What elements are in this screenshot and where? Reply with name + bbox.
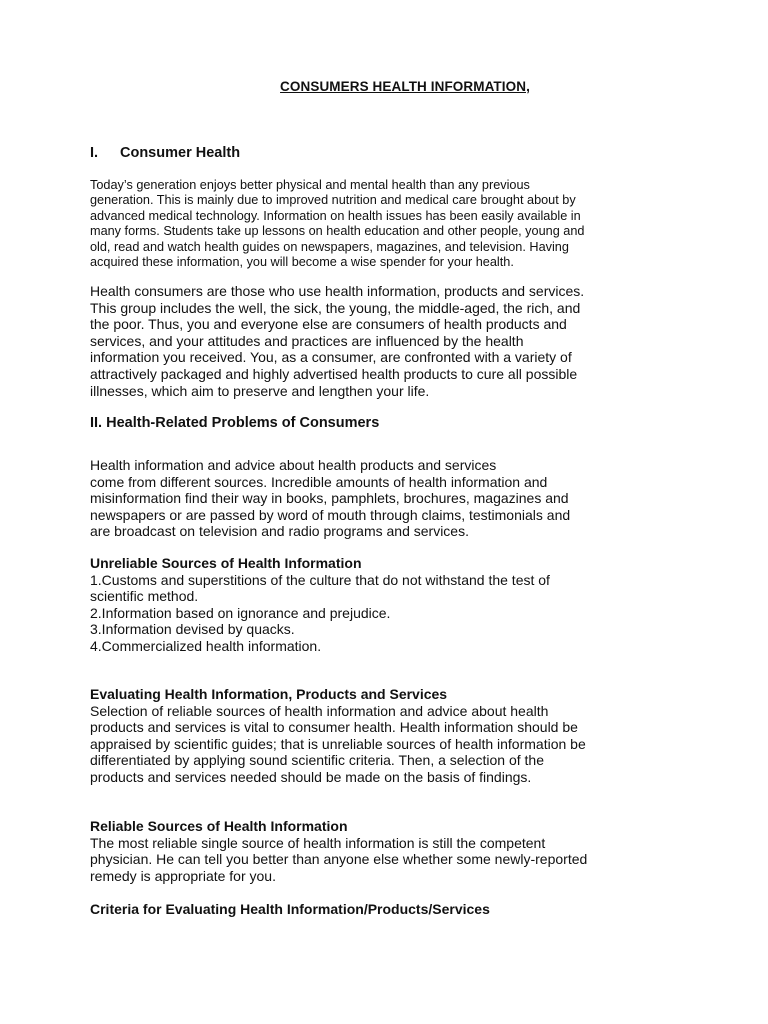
section-2-heading: II. Health-Related Problems of Consumers — [90, 415, 380, 431]
list-item: 2.Information based on ignorance and prejudice. — [90, 604, 391, 621]
paragraph-line: appraised by scientific guides; that is unreliable sources of health information be — [90, 735, 586, 752]
paragraph-line: attractively packaged and highly advertised health products to cure all possible — [90, 365, 578, 382]
paragraph-line: remedy is appropriate for you. — [90, 867, 276, 884]
paragraph-line: products and services needed should be made on the basis of findings. — [90, 768, 532, 785]
paragraph-line: services, and your attitudes and practices are influenced by the health — [90, 332, 524, 349]
paragraph-line: come from different sources. Incredible amounts of health information and — [90, 473, 548, 490]
paragraph-line: Health information and advice about health products and services — [90, 457, 497, 473]
document-title: CONSUMERS HEALTH INFORMATION, — [280, 79, 530, 94]
paragraph-line: products and services is vital to consumer health. Health information should be — [90, 719, 578, 736]
paragraph-line: information you received. You, as a consumer, are confronted with a variety of — [90, 349, 572, 366]
paragraph-line: The most reliable single source of health information is still the competent — [90, 834, 546, 851]
paragraph-line: illnesses, which aim to preserve and lengthen your life. — [90, 382, 430, 399]
paragraph-line: Today’s generation enjoys better physical and mental health than any previous — [90, 178, 530, 192]
list-item: 3.Information devised by quacks. — [90, 621, 295, 638]
list-item: scientific method. — [90, 588, 199, 605]
evaluating-section — [90, 686, 690, 786]
list-item: 4.Commercialized health information. — [90, 637, 322, 654]
evaluating-heading: Evaluating Health Information, Products and Services — [90, 686, 448, 702]
section-1-number: I. — [90, 145, 99, 161]
paragraph-line: many forms. Students take up lessons on health education and other people, young and — [90, 224, 585, 239]
paragraph-line: This group includes the well, the sick, the young, the middle-aged, the rich, and — [90, 299, 581, 316]
section-1-paragraph-2 — [90, 283, 690, 399]
criteria-section — [90, 901, 690, 918]
criteria-heading: Criteria for Evaluating Health Information/Products/Services — [90, 901, 490, 917]
paragraph-line: the poor. Thus, you and everyone else are consumers of health products and — [90, 316, 567, 333]
reliable-sources-heading: Reliable Sources of Health Information — [90, 818, 348, 834]
section-2-paragraph-1 — [90, 457, 690, 540]
paragraph-line: Health consumers are those who use health information, products and services. — [90, 283, 585, 299]
paragraph-line: acquired these information, you will become a wise spender for your health. — [90, 255, 514, 270]
paragraph-line: advanced medical technology. Information on health issues has been easily available in — [90, 208, 581, 223]
list-item: 1.Customs and superstitions of the culture that do not withstand the test of — [90, 571, 550, 588]
section-1-heading — [90, 145, 240, 161]
paragraph-line: generation. This is mainly due to improved nutrition and medical care brought about by — [90, 193, 576, 208]
unreliable-sources-heading: Unreliable Sources of Health Information — [90, 555, 362, 571]
paragraph-line: old, read and watch health guides on newspapers, magazines, and television. Having — [90, 239, 569, 254]
unreliable-sources-section — [90, 555, 690, 655]
reliable-sources-section — [90, 818, 690, 884]
paragraph-line: are broadcast on television and radio programs and services. — [90, 523, 469, 540]
paragraph-line: newspapers or are passed by word of mouth through claims, testimonials and — [90, 506, 571, 523]
paragraph-line: physician. He can tell you better than anyone else whether some newly-reported — [90, 851, 588, 868]
paragraph-line: differentiated by applying sound scientific criteria. Then, a selection of the — [90, 752, 544, 769]
section-1-title: Consumer Health — [120, 145, 241, 161]
section-1-paragraph-1 — [90, 178, 690, 270]
paragraph-line: Selection of reliable sources of health information and advice about health — [90, 702, 549, 719]
paragraph-line: misinformation find their way in books, pamphlets, brochures, magazines and — [90, 490, 569, 507]
